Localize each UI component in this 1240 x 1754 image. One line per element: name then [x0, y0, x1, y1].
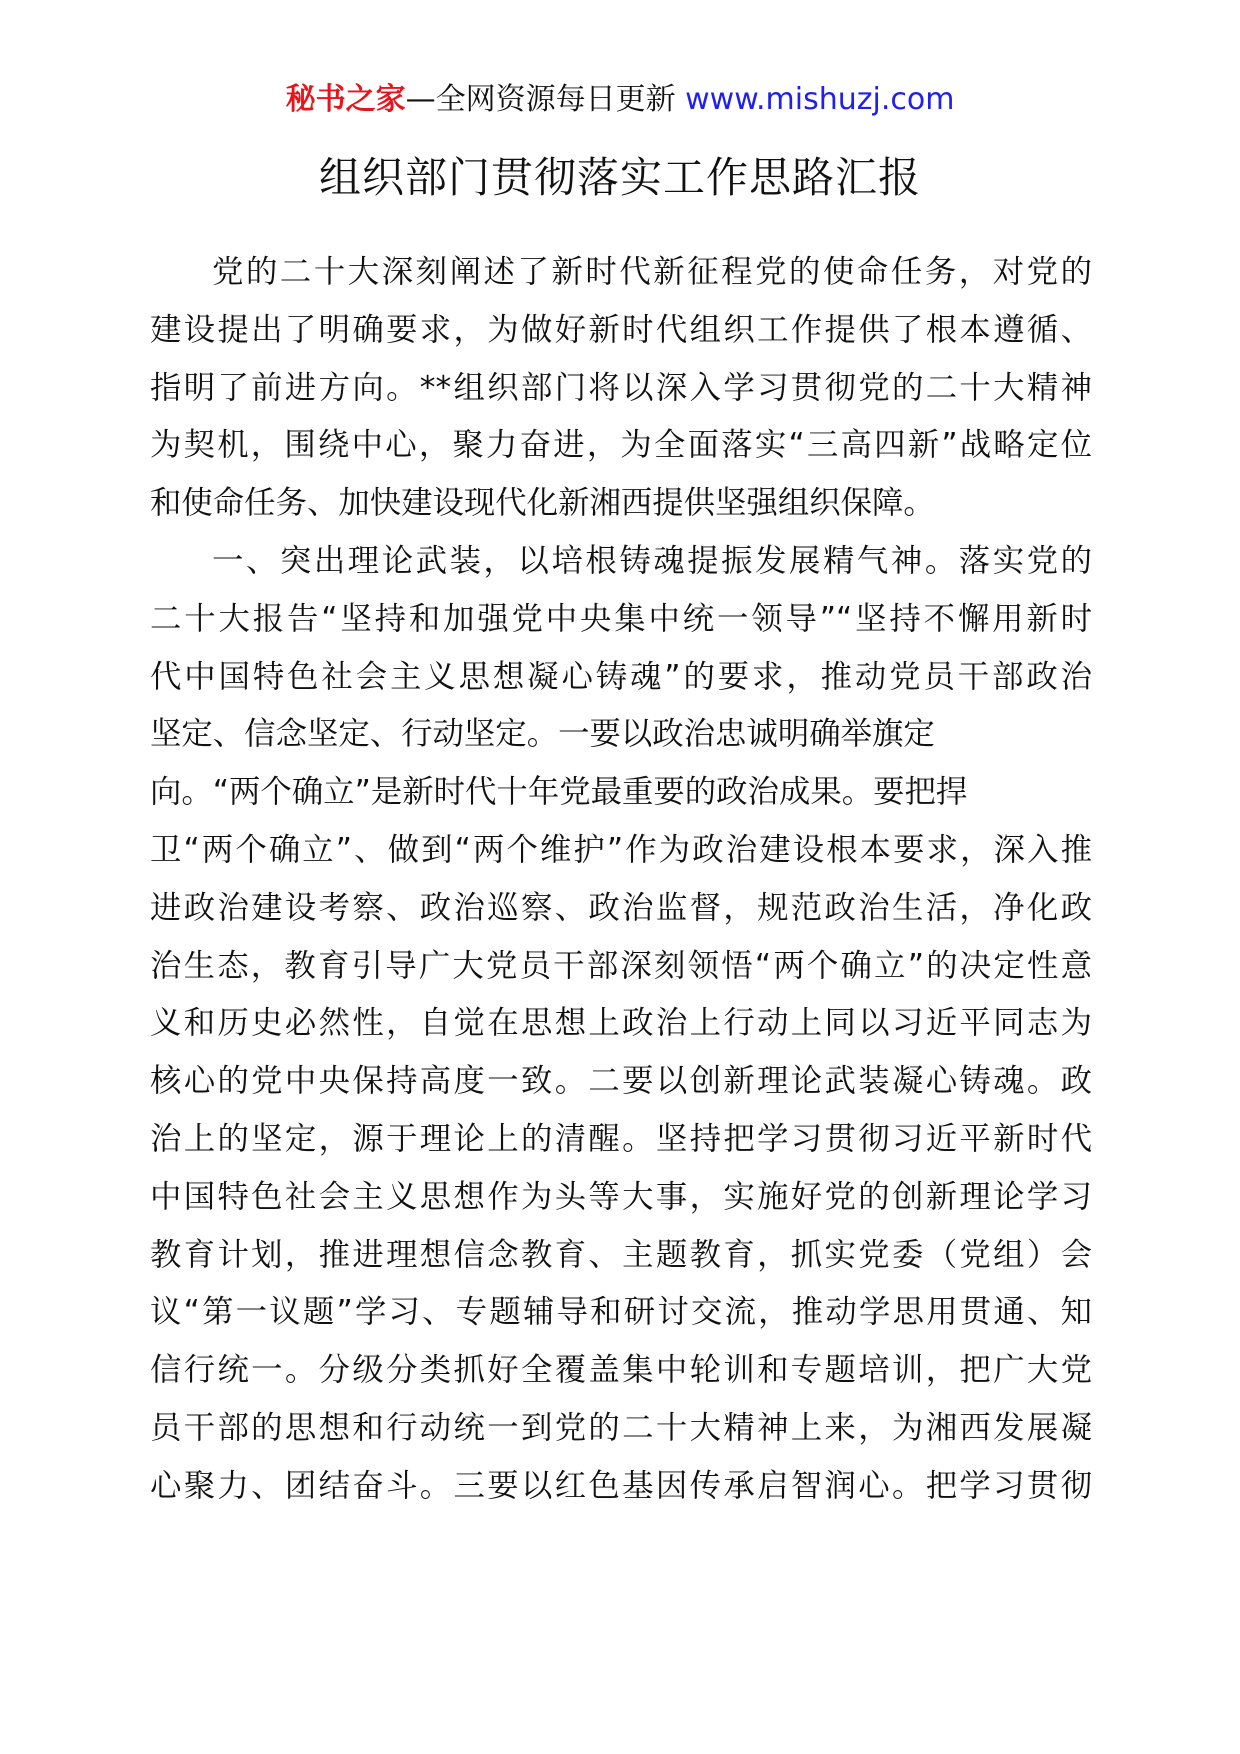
body-line: 治上的坚定，源于理论上的清醒。坚持把学习贯彻习近平新时代	[150, 1120, 1092, 1157]
body-line: 指明了前进方向。**组织部门将以深入学习贯彻党的二十大精神	[150, 369, 1092, 406]
body-line: 党的二十大深刻阐述了新时代新征程党的使命任务，对党的	[212, 254, 1092, 290]
body-line: 代中国特色社会主义思想凝心铸魂”的要求，推动党员干部政治	[150, 658, 1092, 695]
body-line: 心聚力、团结奋斗。三要以红色基因传承启智润心。把学习贯彻	[150, 1467, 1092, 1504]
body-line: 义和历史必然性，自觉在思想上政治上行动上同以习近平同志为	[150, 1005, 1092, 1042]
body-line: 议“第一议题”学习、专题辅导和研讨交流，推动学思用贯通、知	[150, 1294, 1092, 1331]
body-line: 为契机，围绕中心，聚力奋进，为全面落实“三高四新”战略定位	[150, 427, 1092, 464]
body-line: 和使命任务、加快建设现代化新湘西提供坚强组织保障。	[150, 485, 935, 522]
document-title: 组织部门贯彻落实工作思路汇报	[318, 153, 921, 202]
header-tagline: —全网资源每日更新	[405, 82, 686, 117]
body-line: 员干部的思想和行动统一到党的二十大精神上来，为湘西发展凝	[150, 1409, 1092, 1446]
body-line: 核心的党中央保持高度一致。二要以创新理论武装凝心铸魂。政	[150, 1063, 1092, 1100]
body-line: 建设提出了明确要求，为做好新时代组织工作提供了根本遵循、	[150, 311, 1092, 348]
body-line: 一、突出理论武装，以培根铸魂提振发展精气神。落实党的	[212, 542, 1092, 579]
brand-name: 秘书之家	[285, 82, 406, 117]
body-line: 教育计划，推进理想信念教育、主题教育，抓实党委（党组）会	[150, 1236, 1092, 1273]
site-header	[0, 80, 1240, 120]
document-body	[150, 244, 1092, 1516]
body-line: 二十大报告“坚持和加强党中央集中统一领导”“坚持不懈用新时	[150, 600, 1092, 637]
body-line: 进政治建设考察、政治巡察、政治监督，规范政治生活，净化政	[150, 889, 1092, 926]
body-line: 信行统一。分级分类抓好全覆盖集中轮训和专题培训，把广大党	[150, 1352, 1092, 1389]
body-line: 坚定、信念坚定、行动坚定。一要以政治忠诚明确举旗定	[150, 716, 935, 753]
body-line: 向。“两个确立”是新时代十年党最重要的政治成果。要把捍	[150, 774, 968, 811]
body-line: 中国特色社会主义思想作为头等大事，实施好党的创新理论学习	[150, 1178, 1092, 1215]
body-line: 卫“两个确立”、做到“两个维护”作为政治建设根本要求，深入推	[150, 831, 1092, 868]
site-url-link[interactable]: www.mishuzj.com	[685, 82, 955, 117]
body-line: 治生态，教育引导广大党员干部深刻领悟“两个确立”的决定性意	[150, 947, 1092, 984]
